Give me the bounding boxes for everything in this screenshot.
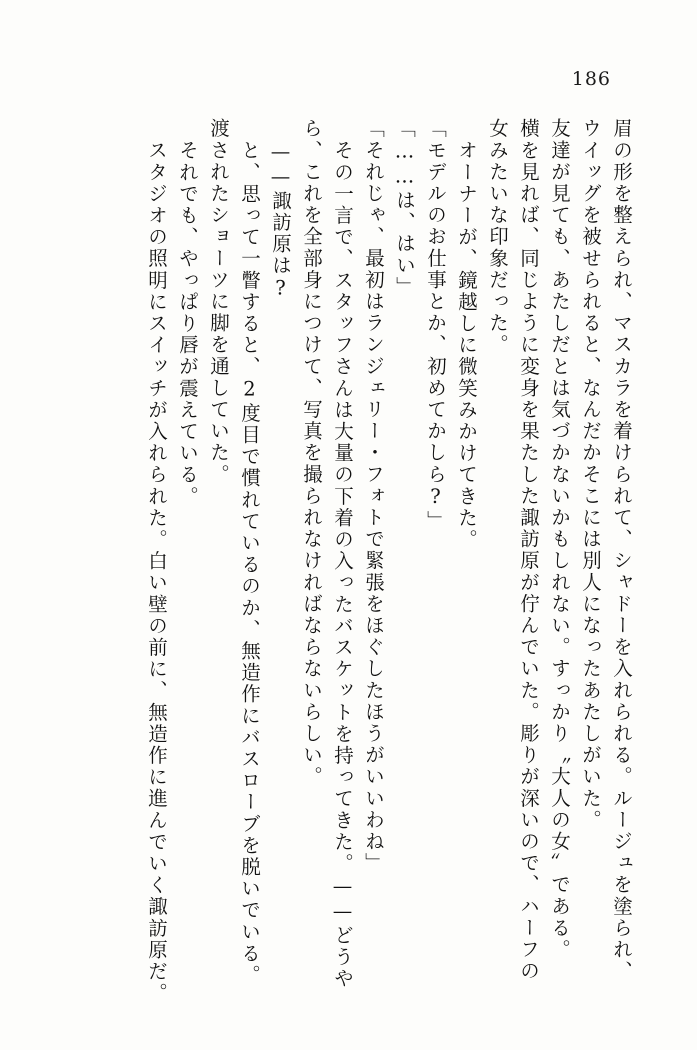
page-number: 186 bbox=[571, 68, 611, 90]
text-line: その一言で、スタッフさんは大量の下着の入ったバスケットを持ってきた。——どうや bbox=[331, 140, 354, 990]
text-line: 「モデルのお仕事とか、初めてかしら?」 bbox=[424, 118, 447, 532]
text-line: オーナーが、鏡越しに微笑みかけてきた。 bbox=[455, 140, 478, 551]
text-line: と、思って一瞥すると、2度目で慣れているのか、無造作にバスローブを脱いでいる。 bbox=[238, 140, 261, 986]
vertical-text-body bbox=[52, 118, 631, 1020]
text-line: 友達が見ても、あたしだとは気づかないかもしれない。すっかり〝大人の女〟である。 bbox=[548, 118, 571, 961]
text-line: ——諏訪原は? bbox=[269, 140, 292, 302]
text-line: 「それじゃ、最初はランジェリー・フォトで緊張をほぐしたほうがいいわね」 bbox=[362, 118, 385, 874]
text-line: 眉の形を整えられ、マスカラを着けられて、シャドーを入れられる。ルージュを塗られ、 bbox=[610, 118, 633, 982]
text-line: 女みたいな印象だった。 bbox=[486, 118, 509, 356]
text-line: ウイッグを被せられると、なんだかそこには別人になったあたしがいた。 bbox=[579, 118, 602, 831]
text-line: 渡されたショーツに脚を通していた。 bbox=[207, 118, 230, 486]
text-line: 横を見れば、同じように変身を果たした諏訪原が佇んでいた。彫りが深いので、ハーフの bbox=[517, 118, 540, 982]
text-line: 「……は、はい」 bbox=[393, 118, 416, 298]
text-line: それでも、やっぱり唇が震えている。 bbox=[176, 140, 199, 508]
text-line: スタジオの照明にスイッチが入れられた。白い壁の前に、無造作に進んでいく諏訪原だ。 bbox=[145, 140, 168, 1004]
text-line: ら、これを全部身につけて、写真を撮られなければならないらしい。 bbox=[300, 118, 323, 788]
